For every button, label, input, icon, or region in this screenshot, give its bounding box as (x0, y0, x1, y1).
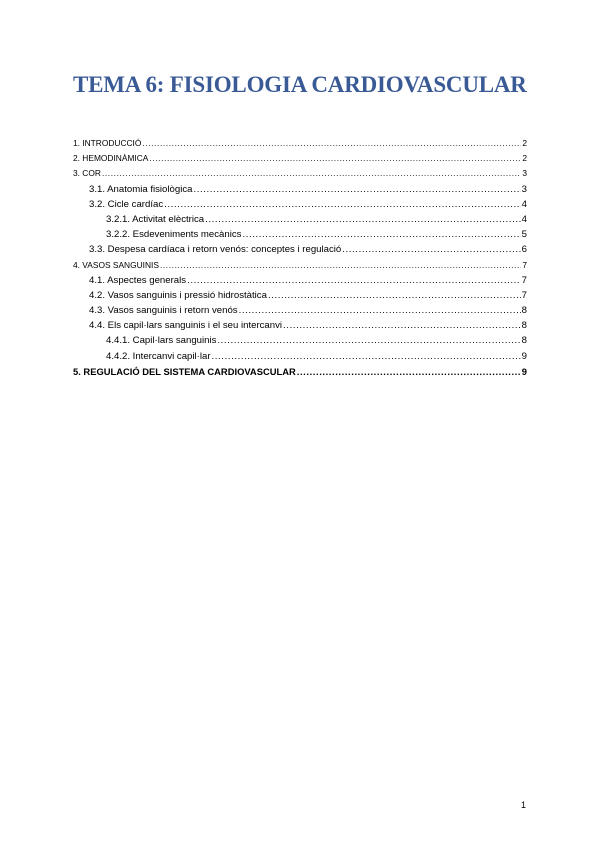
toc-entry-label: 5. REGULACIÓ DEL SISTEMA CARDIOVASCULAR (73, 365, 296, 377)
toc-entry[interactable] (73, 320, 527, 335)
toc-entry-label: 3.2.1. Activitat elèctrica (106, 213, 205, 225)
toc-entry[interactable] (73, 351, 527, 366)
toc-entry-page: 3 (522, 168, 527, 179)
toc-entry-page: 6 (521, 244, 527, 256)
toc-entry-page: 7 (522, 259, 527, 270)
toc-entry-label: 3.1. Anatomia fisiològica (89, 183, 193, 195)
toc-dot-leader (160, 260, 521, 270)
toc-dot-leader (193, 184, 520, 195)
toc-entry-page: 2 (522, 153, 527, 164)
toc-dot-leader (342, 244, 520, 255)
document-title: TEMA 6: FISIOLOGIA CARDIOVASCULAR (73, 72, 527, 97)
toc-entry[interactable] (73, 260, 527, 275)
toc-dot-leader (142, 138, 521, 148)
toc-entry-page: 7 (521, 274, 527, 286)
toc-entry-page: 4 (521, 198, 527, 210)
toc-dot-leader (283, 320, 521, 331)
toc-entry[interactable] (73, 168, 527, 183)
toc-entry-label: 3. COR (73, 168, 101, 179)
toc-dot-leader (205, 214, 521, 225)
toc-entry-label: 4.4.2. Intercanvi capil·lar (106, 350, 211, 362)
toc-entry-page: 9 (521, 350, 527, 362)
toc-dot-leader (242, 229, 520, 240)
toc-dot-leader (217, 335, 520, 346)
toc-entry[interactable] (73, 366, 527, 381)
toc-entry-label: 3.2. Cicle cardíac (89, 198, 164, 210)
toc-entry[interactable] (73, 153, 527, 168)
toc-entry-page: 4 (521, 213, 527, 225)
table-of-contents (73, 138, 527, 381)
toc-entry[interactable] (73, 199, 527, 214)
toc-entry-page: 8 (521, 320, 527, 332)
toc-entry-label: 4.4.1. Capil·lars sanguinis (106, 335, 217, 347)
toc-entry-page: 5 (521, 229, 527, 241)
toc-entry-label: 4.2. Vasos sanguinis i pressió hidrostàtica (89, 289, 267, 301)
toc-entry-label: 3.2.2. Esdeveniments mecànics (106, 229, 242, 241)
toc-entry-label: 3.3. Despesa cardíaca i retorn venós: conceptes i regulació (89, 244, 342, 256)
toc-dot-leader (297, 366, 521, 377)
toc-dot-leader (149, 153, 521, 163)
toc-entry-label: 1. INTRODUCCIÓ (73, 138, 142, 148)
toc-entry[interactable] (73, 229, 527, 244)
toc-entry[interactable] (73, 244, 527, 259)
toc-entry[interactable] (73, 275, 527, 290)
toc-entry-page: 7 (521, 289, 527, 301)
toc-entry[interactable] (73, 214, 527, 229)
toc-dot-leader (212, 351, 521, 362)
toc-entry-page: 3 (521, 183, 527, 195)
toc-entry-page: 8 (521, 305, 527, 317)
toc-entry-label: 4.1. Aspectes generals (89, 274, 187, 286)
toc-entry-label: 4. VASOS SANGUINIS (73, 259, 159, 270)
toc-entry[interactable] (73, 290, 527, 305)
toc-entry-label: 4.3. Vasos sanguinis i retorn venós (89, 305, 238, 317)
toc-entry-label: 4.4. Els capil·lars sanguinis i el seu intercanvi (89, 320, 283, 332)
toc-entry-page: 2 (522, 138, 527, 148)
page-number: 1 (521, 800, 527, 810)
toc-entry[interactable] (73, 305, 527, 320)
toc-dot-leader (239, 305, 521, 316)
toc-dot-leader (268, 290, 521, 301)
toc-entry[interactable] (73, 138, 527, 153)
toc-dot-leader (102, 168, 521, 178)
toc-entry-label: 2. HEMODINÀMICA (73, 153, 149, 164)
toc-entry[interactable] (73, 184, 527, 199)
toc-entry-page: 9 (521, 365, 527, 377)
toc-entry-page: 8 (521, 335, 527, 347)
toc-dot-leader (187, 275, 521, 286)
toc-dot-leader (164, 199, 521, 210)
toc-entry[interactable] (73, 335, 527, 350)
